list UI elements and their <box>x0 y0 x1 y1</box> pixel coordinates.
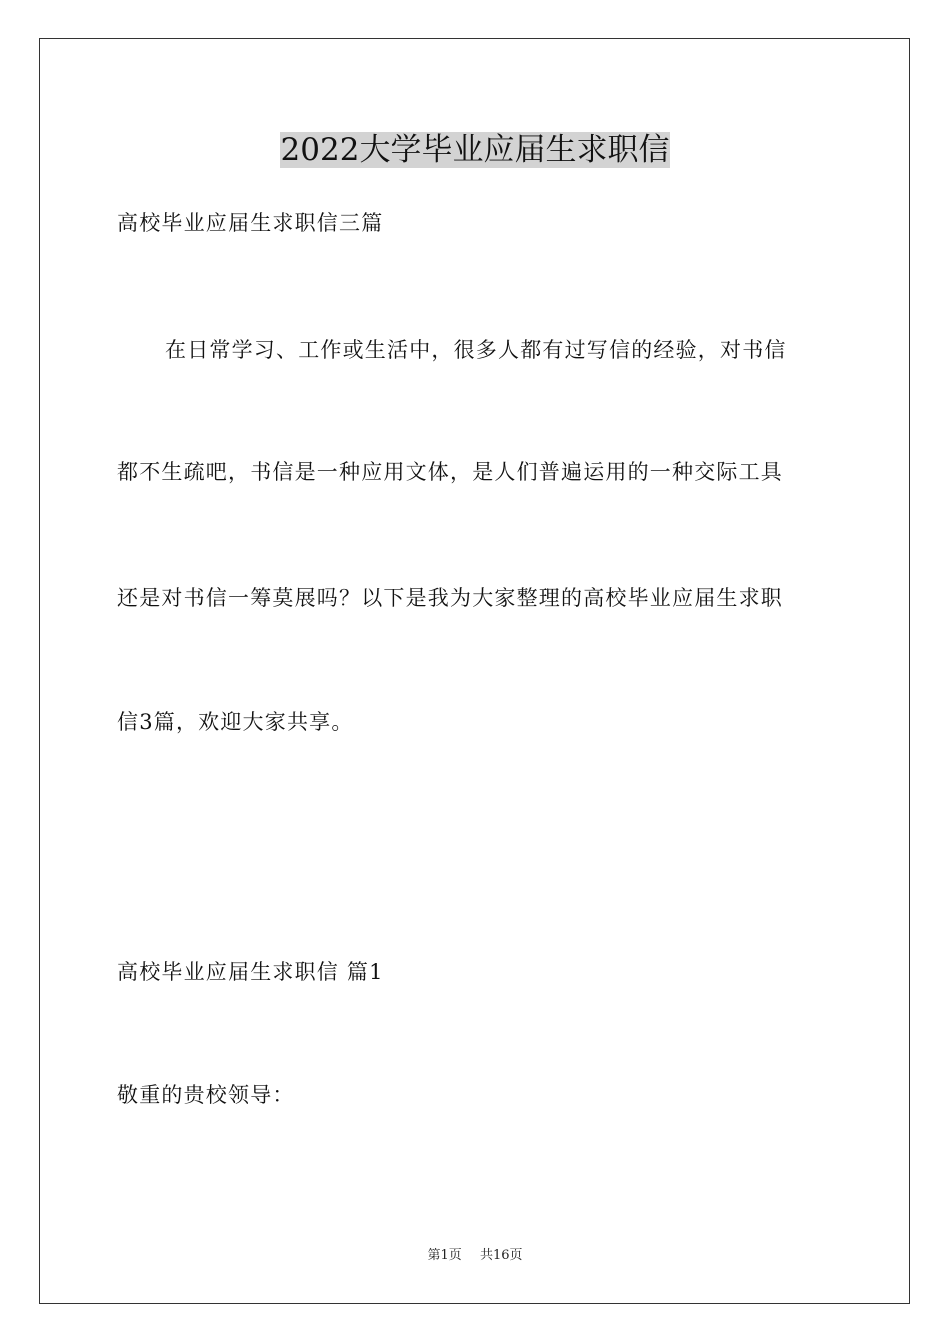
section-heading: 高校毕业应届生求职信 篇1 <box>117 960 384 984</box>
page-footer <box>0 1247 950 1265</box>
intro-line-1: 在日常学习、工作或生活中，很多人都有过写信的经验，对书信 <box>165 338 787 362</box>
document-title-text: 2022大学毕业应届生求职信 <box>280 132 670 168</box>
intro-line-3: 还是对书信一筹莫展吗？以下是我为大家整理的高校毕业应届生求职 <box>117 586 783 610</box>
intro-line-4: 信3篇，欢迎大家共享。 <box>117 710 354 734</box>
page-number-total: 共16页 <box>479 1248 523 1263</box>
document-subtitle: 高校毕业应届生求职信三篇 <box>117 211 384 235</box>
document-title <box>0 128 950 172</box>
page-number-current: 第1页 <box>427 1248 462 1263</box>
salutation: 敬重的贵校领导： <box>117 1083 295 1107</box>
intro-line-2: 都不生疏吧，书信是一种应用文体，是人们普遍运用的一种交际工具 <box>117 460 783 484</box>
